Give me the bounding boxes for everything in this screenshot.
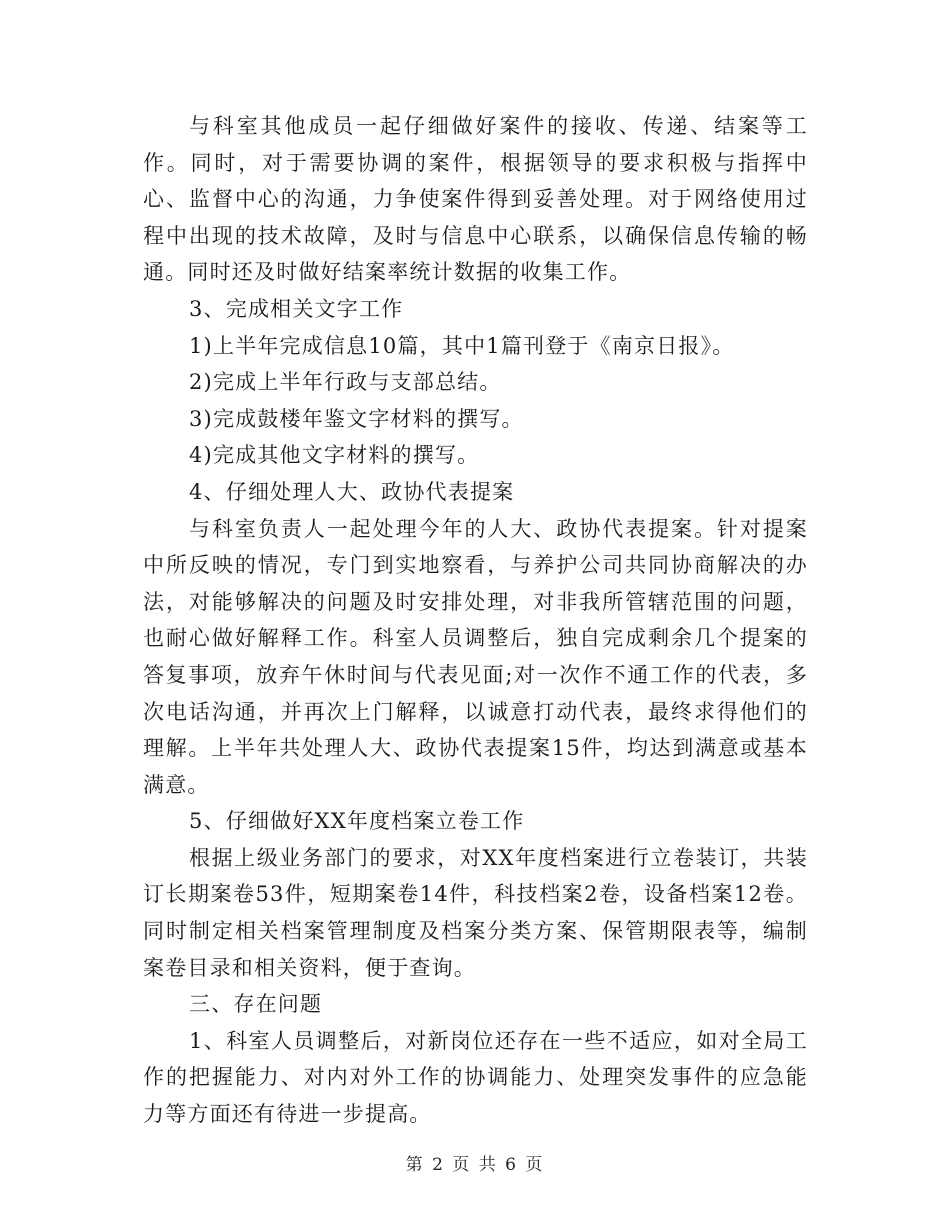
paragraph-problem-1: 1、科室人员调整后，对新岗位还存在一些不适应，如对全局工作的把握能力、对内对外工作的协调能力、处理突发事件的应急能力等方面还有待进一步提高。 <box>143 1028 808 1127</box>
heading-proposals: 4、仔细处理人大、政协代表提案 <box>189 479 515 504</box>
heading-text-work: 3、完成相关文字工作 <box>189 296 404 321</box>
paragraph-archives: 根据上级业务部门的要求，对XX年度档案进行立卷装订，共装订长期案卷53件，短期案卷14件，科技档案2卷，设备档案12卷。同时制定相关档案管理制度及档案分类方案、保管期限表等，编制案卷目录和相关资料，便于查询。 <box>143 845 808 980</box>
heading-problems: 三、存在问题 <box>189 992 323 1017</box>
list-item-summary: 2)完成上半年行政与支部总结。 <box>189 370 502 395</box>
paragraph-case-handling: 与科室其他成员一起仔细做好案件的接收、传递、结案等工作。同时，对于需要协调的案件，根据领导的要求积极与指挥中心、监督中心的沟通，力争使案件得到妥善处理。对于网络使用过程中出现的技术故障，及时与信息中心联系，以确保信息传输的畅通。同时还及时做好结案率统计数据的收集工作。 <box>143 114 808 285</box>
list-item-other-materials: 4)完成其他文字材料的撰写。 <box>189 443 480 468</box>
document-body <box>143 108 808 1133</box>
list-item-info: 1)上半年完成信息10篇，其中1篇刊登于《南京日报》。 <box>189 333 735 358</box>
heading-archives: 5、仔细做好XX年度档案立卷工作 <box>189 809 525 834</box>
page-number-footer: 第 2 页 共 6 页 <box>405 1155 545 1175</box>
paragraph-proposals: 与科室负责人一起处理今年的人大、政协代表提案。针对提案中所反映的情况，专门到实地察看，与养护公司共同协商解决的办法，对能够解决的问题及时安排处理，对非我所管辖范围的问题，也耐心做好解释工作。科室人员调整后，独自完成剩余几个提案的答复事项，放弃午休时间与代表见面;对一次作不通工作的代表，多次电话沟通，并再次上门解释，以诚意打动代表，最终求得他们的理解。上半年共处理人大、政协代表提案15件，均达到满意或基本满意。 <box>143 516 808 797</box>
list-item-yearbook: 3)完成鼓楼年鉴文字材料的撰写。 <box>189 406 524 431</box>
